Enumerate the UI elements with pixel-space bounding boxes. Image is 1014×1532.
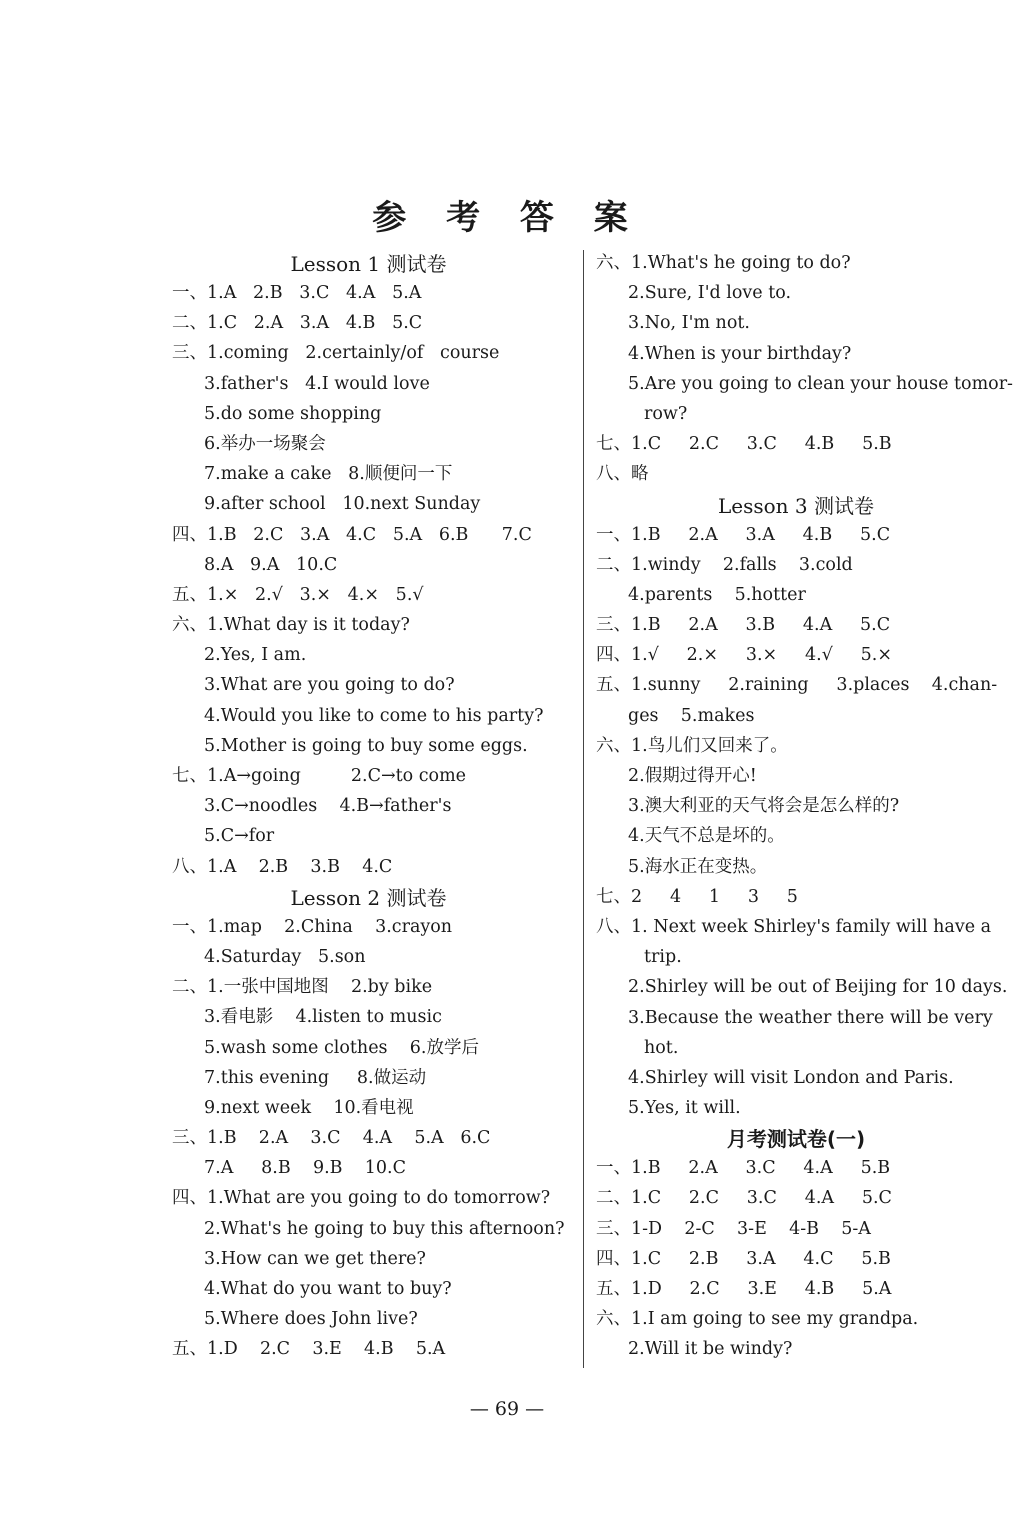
answer-line: 三、1-D 2-C 3-E 4-B 5-A — [596, 1218, 871, 1239]
answer-line: 3.What are you going to do? — [204, 675, 455, 696]
answer-line: 5.wash some clothes 6.放学后 — [204, 1037, 479, 1058]
answer-line: 六、1.What day is it today? — [172, 615, 410, 636]
answer-line: 2.Sure, I'd love to. — [628, 283, 792, 304]
answer-line: 2.假期过得开心! — [628, 766, 757, 786]
answer-line: 4.parents 5.hotter — [628, 584, 806, 605]
answer-line: 六、1.鸟儿们又回来了。 — [596, 735, 788, 756]
answer-line: 三、1.B 2.A 3.C 4.A 5.A 6.C — [172, 1128, 491, 1149]
answer-line: 八、1.A 2.B 3.B 4.C — [172, 856, 393, 877]
answer-line: 五、1.sunny 2.raining 3.places 4.chan- — [596, 675, 998, 696]
answer-line: 5.Mother is going to buy some eggs. — [204, 735, 528, 756]
answer-line: ges 5.makes — [628, 705, 755, 726]
answer-column-left — [172, 248, 565, 1365]
page-title: 参 考 答 案 — [372, 198, 642, 238]
answer-line: 3.No, I'm not. — [628, 313, 750, 334]
answer-line: 4.When is your birthday? — [628, 343, 852, 364]
answer-line: 3.澳大利亚的天气将会是怎么样的? — [628, 796, 900, 817]
answer-line: 3.看电影 4.listen to music — [204, 1007, 442, 1028]
answer-line: 9.next week 10.看电视 — [204, 1097, 414, 1118]
answer-line: 五、1.× 2.√ 3.× 4.× 5.√ — [172, 584, 424, 605]
answer-line: 5.Yes, it will. — [628, 1098, 741, 1119]
answer-line: 一、1.B 2.A 3.A 4.B 5.C — [596, 524, 891, 545]
answer-line: 八、略 — [596, 464, 649, 485]
answer-line: 六、1.What's he going to do? — [596, 253, 851, 273]
answer-line: 一、1.B 2.A 3.C 4.A 5.B — [596, 1158, 891, 1179]
section-title: Lesson 3 测试卷 — [717, 493, 874, 518]
answer-line: 2.What's he going to buy this afternoon? — [204, 1218, 565, 1239]
answer-line: 五、1.D 2.C 3.E 4.B 5.A — [596, 1279, 892, 1299]
answer-line: 三、1.coming 2.certainly/of course — [172, 343, 500, 364]
answer-line: 二、1.windy 2.falls 3.cold — [596, 554, 853, 575]
section-title: Lesson 2 测试卷 — [290, 885, 447, 910]
answer-line: 9.after school 10.next Sunday — [204, 494, 481, 515]
answer-line: 一、1.A 2.B 3.C 4.A 5.A — [172, 283, 422, 303]
page-number: — 69 — — [469, 1398, 545, 1420]
answer-line: 二、1.C 2.C 3.C 4.A 5.C — [596, 1188, 892, 1209]
answer-line: 3.father's 4.I would love — [204, 373, 430, 394]
answer-line: 四、1.What are you going to do tomorrow? — [172, 1188, 551, 1209]
answer-line: 2.Shirley will be out of Beijing for 10 days. — [628, 977, 1008, 998]
answer-line: 二、1.一张中国地图 2.by bike — [172, 977, 433, 998]
column-divider — [583, 250, 584, 1368]
answer-line: 8.A 9.A 10.C — [204, 554, 338, 575]
answer-line: 八、1. Next week Shirley's family will have a — [596, 916, 992, 937]
answer-line: 4.Saturday 5.son — [204, 946, 366, 967]
answer-line: 5.C→for — [204, 826, 275, 847]
answer-line: 四、1.C 2.B 3.A 4.C 5.B — [596, 1248, 891, 1269]
answer-line: 5.Where does John live? — [204, 1309, 418, 1330]
answer-line: 6.举办一场聚会 — [204, 433, 326, 454]
answer-line: 一、1.map 2.China 3.crayon — [172, 916, 453, 937]
answer-line: 3.Because the weather there will be very — [628, 1007, 993, 1028]
answer-line: 四、1.√ 2.× 3.× 4.√ 5.× — [596, 645, 893, 666]
answer-line: 三、1.B 2.A 3.B 4.A 5.C — [596, 615, 891, 636]
answer-line: 六、1.I am going to see my grandpa. — [596, 1309, 919, 1330]
answer-line: 4.Shirley will visit London and Paris. — [628, 1067, 954, 1088]
answer-line: 5.do some shopping — [204, 403, 382, 424]
answer-line: 4.Would you like to come to his party? — [204, 705, 544, 726]
answer-line: 7.this evening 8.做运动 — [204, 1067, 427, 1088]
answer-line: hot. — [644, 1037, 679, 1058]
answer-line: 3.C→noodles 4.B→father's — [204, 796, 452, 817]
answer-line: 四、1.B 2.C 3.A 4.C 5.A 6.B 7.C — [172, 524, 532, 545]
section-title: Lesson 1 测试卷 — [290, 252, 447, 276]
answer-line: 七、1.A→going 2.C→to come — [172, 766, 467, 786]
answer-line: 二、1.C 2.A 3.A 4.B 5.C — [172, 313, 423, 334]
answer-line: 2.Yes, I am. — [204, 645, 307, 666]
answer-line: 七、2 4 1 3 5 — [596, 886, 798, 907]
answer-line: 7.A 8.B 9.B 10.C — [204, 1158, 406, 1179]
answer-line: 七、1.C 2.C 3.C 4.B 5.B — [596, 434, 892, 455]
answer-line: 5.Are you going to clean your house tomor- — [628, 373, 1013, 394]
answer-line: 2.Will it be windy? — [628, 1339, 793, 1360]
answer-line: row? — [644, 403, 688, 424]
answer-line: 5.海水正在变热。 — [628, 856, 768, 877]
answer-line: 4.What do you want to buy? — [204, 1279, 452, 1299]
answer-line: 3.How can we get there? — [204, 1248, 426, 1269]
answer-column-right — [596, 248, 1013, 1365]
answer-line: 4.天气不总是坏的。 — [628, 826, 785, 847]
section-title: 月考测试卷(一) — [726, 1127, 866, 1152]
answer-line: 7.make a cake 8.顺便问一下 — [204, 464, 453, 485]
answer-line: trip. — [644, 947, 682, 968]
answer-line: 五、1.D 2.C 3.E 4.B 5.A — [172, 1339, 446, 1360]
